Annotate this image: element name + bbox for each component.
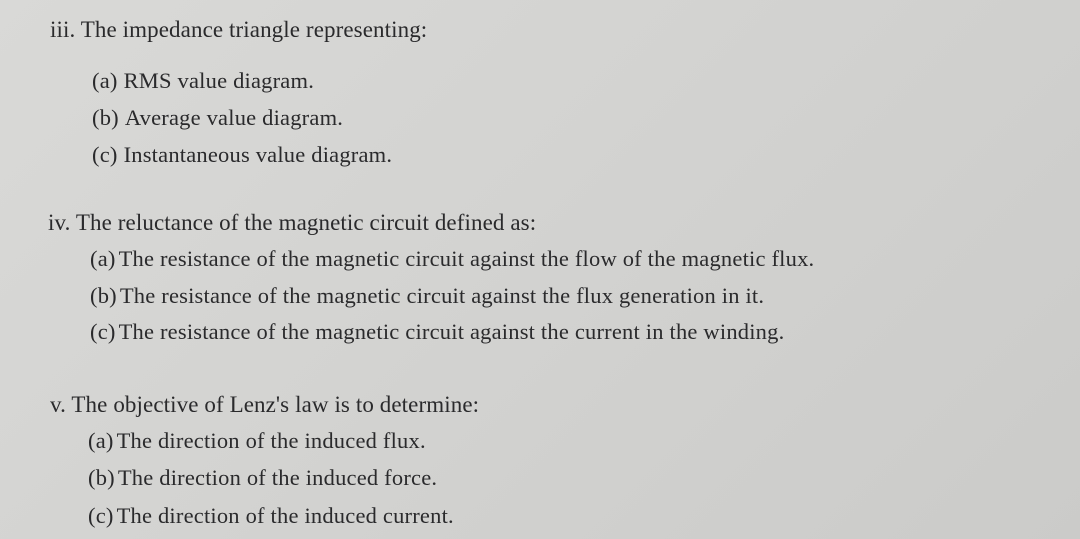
question-text: The impedance triangle representing: xyxy=(80,17,428,42)
option-a xyxy=(92,67,314,95)
option-letter: (c) xyxy=(88,503,114,528)
option-b xyxy=(92,104,343,132)
option-letter: (b) xyxy=(90,283,117,308)
question-text: The objective of Lenz's law is to determine: xyxy=(71,392,480,417)
option-c xyxy=(88,502,454,530)
option-b xyxy=(90,282,764,310)
option-text: Instantaneous value diagram. xyxy=(123,142,393,167)
option-text: Average value diagram. xyxy=(124,105,344,130)
option-text: The resistance of the magnetic circuit against the flow of the magnetic flux. xyxy=(118,246,815,271)
question-text: The reluctance of the magnetic circuit defined as: xyxy=(75,210,537,235)
option-text: The resistance of the magnetic circuit against the current in the winding. xyxy=(118,319,785,344)
option-b xyxy=(88,464,437,492)
option-letter: (c) xyxy=(90,319,116,344)
option-text: The direction of the induced current. xyxy=(116,503,454,528)
option-letter: (a) xyxy=(90,246,116,271)
option-letter: (c) xyxy=(92,142,118,167)
question-number: iv. xyxy=(48,210,71,235)
option-c xyxy=(92,141,392,169)
option-text: RMS value diagram. xyxy=(123,68,315,93)
question-title xyxy=(50,16,427,44)
option-letter: (a) xyxy=(92,68,118,93)
option-c xyxy=(90,318,784,346)
question-title xyxy=(50,391,479,419)
question-number: iii. xyxy=(50,17,76,42)
question-title xyxy=(48,209,536,237)
option-text: The direction of the induced flux. xyxy=(116,428,426,453)
option-letter: (b) xyxy=(88,465,115,490)
option-letter: (b) xyxy=(92,105,119,130)
option-letter: (a) xyxy=(88,428,114,453)
option-text: The resistance of the magnetic circuit against the flux generation in it. xyxy=(119,283,765,308)
question-number: v. xyxy=(50,392,66,417)
option-a xyxy=(90,245,814,273)
option-text: The direction of the induced force. xyxy=(117,465,438,490)
option-a xyxy=(88,427,426,455)
